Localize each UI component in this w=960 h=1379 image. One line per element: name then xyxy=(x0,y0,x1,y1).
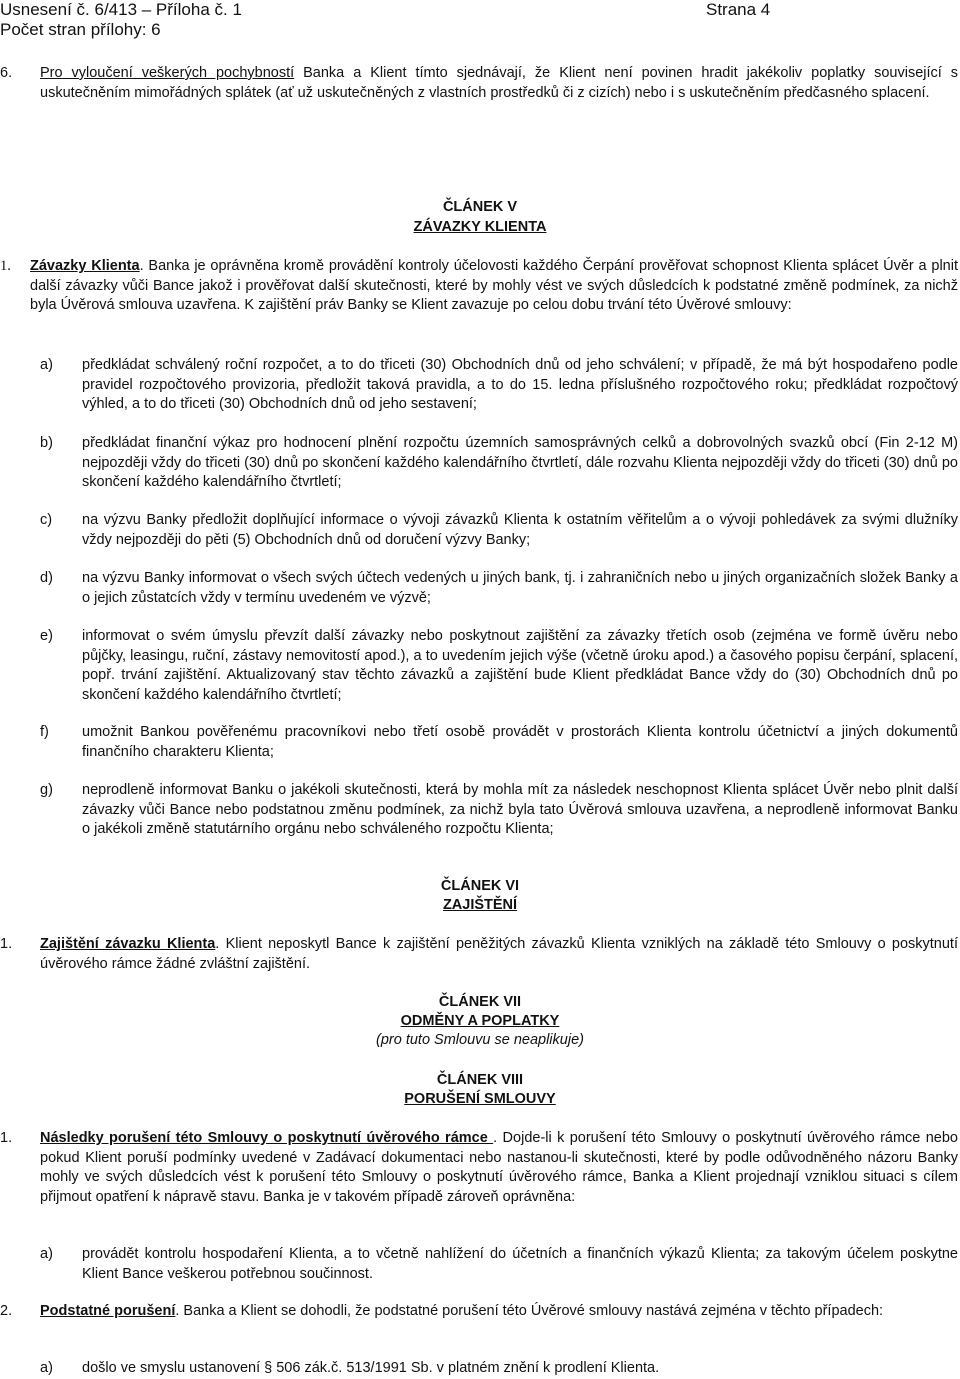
header-page-count: Počet stran přílohy: 6 xyxy=(0,20,161,39)
list-item-label: b) xyxy=(40,435,53,451)
article-7-note: (pro tuto Smlouvu se neaplikuje) xyxy=(376,1032,584,1048)
list-item-label: f) xyxy=(40,724,49,740)
list-item-label: a) xyxy=(40,357,53,373)
paragraph-text: . Dojde-li k porušení této Smlouvy o poskytnutí úvěrového rámce nebo pokud Klient poruší podmínky uvedené v Zadávací dokumentaci nebo nastanou-li skutečnosti, které by podle odůvodněného názoru Banky mohly ve svých důsledcích vést k porušení této Smlouvy o poskytnutí úvěrového rámce, Banka a Klient projednají vzniklou situaci s cílem přijmout opatření k nápravě stavu. Banka je v takovém případě zároveň oprávněna: xyxy=(40,1130,958,1205)
list-item-text: předkládat finanční výkaz pro hodnocení plnění rozpočtu územních samosprávných celků a dobrovolných svazků obcí (Fin 2-12 M) nejpozději vždy do třiceti (30) dnů po skončení každého kalendářního čtvrtletí, dále rozvahu Klienta nejpozději vždy do třiceti (30) dnů po skončení každého kalendářního čtvrtletí; xyxy=(82,435,958,490)
list-item-text: došlo ve smyslu ustanovení § 506 zák.č. 513/1991 Sb. v platném znění k prodlení Klienta. xyxy=(82,1360,660,1376)
list-item-label: e) xyxy=(40,628,53,644)
list-item xyxy=(0,511,958,550)
list-item xyxy=(0,434,958,493)
list-item-text: na výzvu Banky informovat o všech svých účtech vedených u jiných bank, tj. i zahraničních nebo u jiných organizačních složek Banky a o jejich zůstatcích vždy v termínu uvedeném ve výzvě; xyxy=(82,570,958,606)
header-page-number: Strana 4 xyxy=(706,0,771,19)
article-7-subtitle: ODMĚNY A POPLATKY xyxy=(400,1013,560,1029)
article-8-paragraph-2 xyxy=(0,1302,958,1322)
paragraph-number: 1. xyxy=(0,936,13,952)
paragraph-number: 1. xyxy=(0,258,11,274)
article-6-title: ČLÁNEK VI xyxy=(440,878,520,894)
list-item-text: neprodleně informovat Banku o jakékoli skutečnosti, která by mohla mít za následek neschopnost Klienta splácet Úvěr nebo plnit další závazky vůči Bance nebo podstatnou změnu podmínek, za nichž byla tato Úvěrová smlouva uzavřena, a neprodleně informovat Banku o jakékoli změně statutárního orgánu nebo schváleného rozpočtu Klienta; xyxy=(82,782,958,837)
list-item-label: g) xyxy=(40,782,53,798)
list-item-text: předkládat schválený roční rozpočet, a to do třiceti (30) Obchodních dnů od jeho schválení; v případě, že má být hospodařeno podle pravidel rozpočtového provizoria, předložit taková pravidla, a to do 15. ledna příslušného rozpočtového roku; předkládat rozpočtový výhled, a to do třiceti (30) Obchodních dnů od jeho sestavení; xyxy=(82,357,958,412)
paragraph-lead: Zajištění závazku Klienta xyxy=(40,936,216,952)
list-item-label: a) xyxy=(40,1360,53,1376)
list-item-label: d) xyxy=(40,570,53,586)
list-item-label: a) xyxy=(40,1246,53,1262)
paragraph-number: 6. xyxy=(0,65,13,81)
list-item-text: umožnit Bankou pověřenému pracovníkovi nebo třetí osobě provádět v prostorách Klienta kontrolu účetnictví a jiných dokumentů finančního charakteru Klienta; xyxy=(82,724,958,760)
header-doc-title: Usnesení č. 6/413 – Příloha č. 1 xyxy=(0,0,242,19)
paragraph-number: 1. xyxy=(0,1130,13,1146)
article-5-subtitle: ZÁVAZKY KLIENTA xyxy=(413,219,547,235)
paragraph-6 xyxy=(0,64,958,103)
article-8-subtitle: PORUŠENÍ SMLOUVY xyxy=(404,1091,556,1107)
list-item xyxy=(0,1359,958,1379)
article-5-title: ČLÁNEK V xyxy=(442,199,518,215)
list-item-text: informovat o svém úmyslu převzít další závazky nebo poskytnout zajištění za závazky třetích osob (zejména ve formě úvěru nebo půjčky, leasingu, ruční, zástavy nemovitostí apod.), a to uvedením jejich výše (včetně úroku apod.) a časového popisu čerpání, splacení, popř. trvání zajištění. Aktualizovaný stav těchto závazků a zajištění bude Klient předkládat Bance vždy do (30) Obchodních dnů po skončení každého kalendářního čtvrtletí; xyxy=(82,628,958,703)
paragraph-lead: Závazky Klienta xyxy=(30,258,140,274)
list-item xyxy=(0,569,958,608)
article-8-paragraph-1 xyxy=(0,1129,958,1207)
article-7-title: ČLÁNEK VII xyxy=(438,994,522,1010)
paragraph-number: 2. xyxy=(0,1303,13,1319)
list-item xyxy=(0,1245,958,1284)
paragraph-text: . Banka a Klient se dohodli, že podstatné porušení této Úvěrové smlouvy nastává zejména v těchto případech: xyxy=(175,1303,884,1319)
article-5-paragraph-1 xyxy=(0,257,958,316)
list-item-label: c) xyxy=(40,512,53,528)
list-item xyxy=(0,723,958,762)
article-6-paragraph-1 xyxy=(0,935,958,974)
paragraph-text: Banka a Klient tímto sjednávají, že Klient není povinen hradit jakékoliv poplatky související s uskutečněním mimořádných splátek (ať už uskutečněných z vlastních prostředků či z cizích) nebo i s uskutečněním předčasného splacení. xyxy=(40,65,959,101)
article-6-subtitle: ZAJIŠTĚNÍ xyxy=(442,897,518,913)
paragraph-lead: Podstatné porušení xyxy=(40,1303,176,1319)
paragraph-lead: Pro vyloučení veškerých pochybností xyxy=(40,65,295,81)
article-8-title: ČLÁNEK VIII xyxy=(436,1072,524,1088)
list-item xyxy=(0,356,958,415)
paragraph-lead: Následky porušení této Smlouvy o poskytnutí úvěrového rámce xyxy=(40,1130,494,1146)
list-item xyxy=(0,781,958,840)
list-item xyxy=(0,627,958,705)
list-item-text: provádět kontrolu hospodaření Klienta, a to včetně nahlížení do účetních a finančních výkazů Klienta; za takovým účelem poskytne Klient Bance veškerou potřebnou součinnost. xyxy=(82,1246,958,1282)
paragraph-text: . Klient neposkytl Bance k zajištění peněžitých závazků Klienta vzniklých na základě této Smlouvy o poskytnutí úvěrového rámce žádné zvláštní zajištění. xyxy=(40,936,958,972)
paragraph-text: . Banka je oprávněna kromě provádění kontroly účelovosti každého Čerpání prověřovat schopnost Klienta splácet Úvěr a plnit další závazky vůči Bance jakož i prověřovat další skutečnosti, které by mohly vést ve svých důsledcích k podstatné změně podmínek, za nichž byla Úvěrová smlouva uzavřena. K zajištění práv Banky se Klient zavazuje po celou dobu trvání této Úvěrové smlouvy: xyxy=(30,258,958,313)
list-item-text: na výzvu Banky předložit doplňující informace o vývoji závazků Klienta k ostatním věřitelům a o vývoji pohledávek za svými dlužníky vždy nejpozději do pěti (5) Obchodních dnů od doručení výzvy Banky; xyxy=(82,512,958,548)
